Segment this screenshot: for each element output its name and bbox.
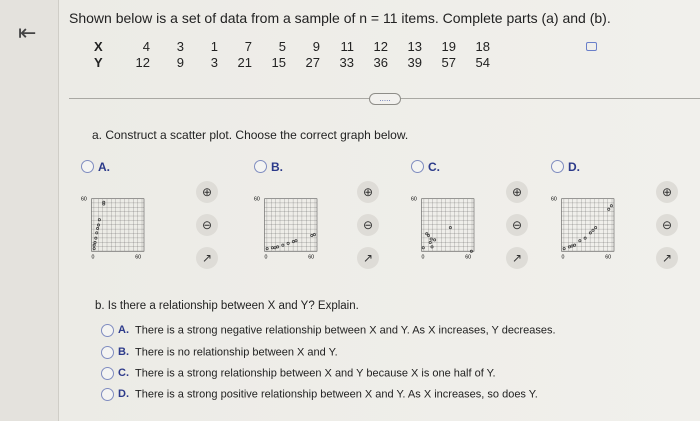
svg-text:60: 60 xyxy=(411,196,417,203)
zoom-out-icon[interactable]: ⊖ xyxy=(196,214,218,236)
zoom-in-icon[interactable]: ⊕ xyxy=(506,181,528,203)
graph-option-c[interactable]: C. xyxy=(411,158,440,176)
x-row: X 4 3 1 7 5 9 11 12 13 19 18 xyxy=(94,38,490,54)
scatter-plot-c xyxy=(411,190,481,260)
copy-data-icon[interactable] xyxy=(586,42,597,51)
zoom-out-icon[interactable]: ⊖ xyxy=(357,214,379,236)
y-row: Y 12 9 3 21 15 27 33 36 39 57 54 xyxy=(94,54,490,70)
radio-b[interactable] xyxy=(254,160,267,173)
open-external-icon[interactable]: ↗ xyxy=(506,247,528,269)
plot-d-tools xyxy=(656,181,678,280)
svg-text:60: 60 xyxy=(81,196,87,203)
expand-more-button[interactable]: ..... xyxy=(369,93,401,105)
question-panel xyxy=(59,0,700,421)
zoom-out-icon[interactable]: ⊖ xyxy=(656,214,678,236)
data-table xyxy=(94,38,490,70)
svg-text:60: 60 xyxy=(308,254,315,260)
part-b-prompt: b. Is there a relationship between X and Y? Explain. xyxy=(95,300,359,312)
open-external-icon[interactable]: ↗ xyxy=(357,247,379,269)
radio-c[interactable] xyxy=(411,160,424,173)
sidebar xyxy=(0,0,59,421)
scatter-plot-d xyxy=(551,190,621,260)
answer-option-d[interactable]: D. There is a strong positive relationship between X and Y. As X increases, so does Y. xyxy=(101,388,538,401)
plot-b-tools xyxy=(357,181,379,280)
zoom-out-icon[interactable]: ⊖ xyxy=(506,214,528,236)
answer-option-b[interactable]: B. There is no relationship between X and Y. xyxy=(101,346,338,359)
answer-option-a[interactable]: A. There is a strong negative relationship between X and Y. As X increases, Y decreases. xyxy=(101,324,556,337)
svg-text:0: 0 xyxy=(421,254,425,260)
svg-text:60: 60 xyxy=(605,254,612,260)
zoom-in-icon[interactable]: ⊕ xyxy=(357,181,379,203)
graph-option-b[interactable]: B. xyxy=(254,158,283,176)
graph-option-a[interactable]: A. xyxy=(81,158,110,176)
part-a-prompt: a. Construct a scatter plot. Choose the correct graph below. xyxy=(92,128,409,142)
graph-option-d[interactable]: D. xyxy=(551,158,580,176)
svg-text:60: 60 xyxy=(465,254,472,260)
plot-a-tools xyxy=(196,181,218,280)
svg-text:0: 0 xyxy=(91,254,95,260)
svg-text:60: 60 xyxy=(135,254,142,260)
plot-c-tools xyxy=(506,181,528,280)
svg-text:60: 60 xyxy=(254,196,260,203)
collapse-back-icon[interactable]: ⇤ xyxy=(18,20,37,45)
radio-a[interactable] xyxy=(81,160,94,173)
svg-text:0: 0 xyxy=(561,254,565,260)
open-external-icon[interactable]: ↗ xyxy=(656,247,678,269)
zoom-in-icon[interactable]: ⊕ xyxy=(196,181,218,203)
svg-text:0: 0 xyxy=(264,254,268,260)
question-intro: Shown below is a set of data from a sample of n = 11 items. Complete parts (a) and (b). xyxy=(69,10,611,26)
radio-d[interactable] xyxy=(551,160,564,173)
open-external-icon[interactable]: ↗ xyxy=(196,247,218,269)
scatter-plot-a xyxy=(81,190,151,260)
answer-option-c[interactable]: C. There is a strong relationship between X and Y because X is one half of Y. xyxy=(101,367,496,380)
scatter-plot-b xyxy=(254,190,324,260)
svg-text:60: 60 xyxy=(551,196,557,203)
zoom-in-icon[interactable]: ⊕ xyxy=(656,181,678,203)
